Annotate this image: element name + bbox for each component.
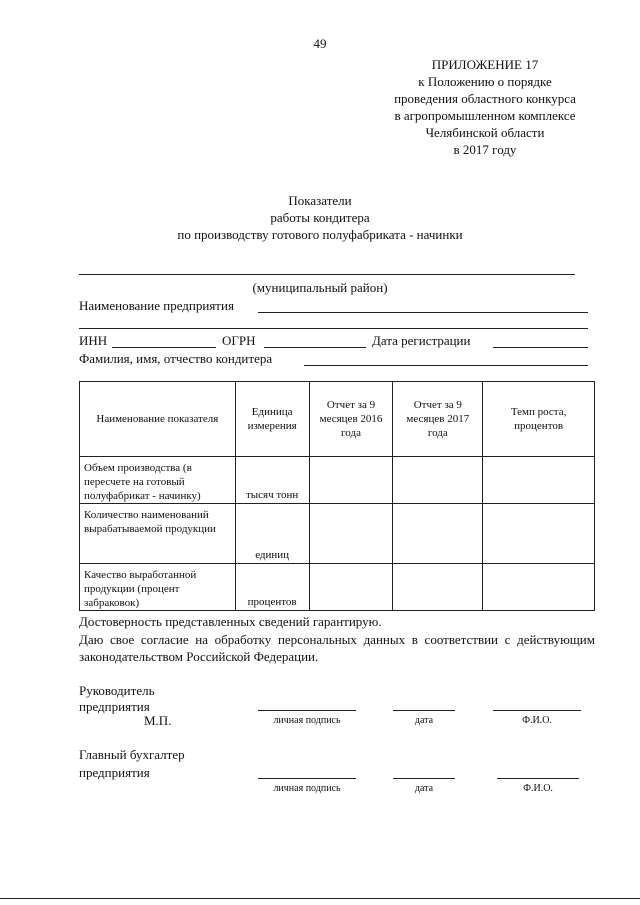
page-bottom-edge: [0, 898, 640, 899]
ogrn-label: ОГРН: [222, 333, 256, 348]
inn-input-line[interactable]: [112, 347, 216, 348]
header-report-2017: Отчет за 9 месяцев 2017 года: [393, 382, 483, 457]
full-name-label: Фамилия, имя, отчество кондитера: [79, 351, 273, 366]
district-caption: (муниципальный район): [252, 280, 388, 295]
table-header-row: [80, 382, 595, 457]
page-number: 49: [313, 36, 327, 51]
head-name-line[interactable]: [493, 710, 581, 711]
row-unit: тысяч тонн: [235, 457, 309, 504]
appendix-line: проведения областного конкурса: [394, 91, 576, 106]
inn-label: ИНН: [79, 333, 108, 348]
form-title-line: Показатели: [288, 193, 352, 208]
appendix-header: [370, 56, 600, 158]
indicators-table: [79, 381, 595, 611]
row-unit: процентов: [235, 564, 309, 611]
ogrn-input-line[interactable]: [264, 347, 366, 348]
row-value-2017[interactable]: [393, 504, 483, 564]
table-row: [80, 457, 595, 504]
header-report-2016: Отчет за 9 месяцев 2016 года: [309, 382, 393, 457]
appendix-line: в агропромышленном комплексе: [394, 108, 576, 123]
accountant-name-line[interactable]: [497, 778, 579, 779]
consent-statement: Даю свое согласие на обработку персональных данных в соответствии с действующим законодательством Российской Федерации.: [79, 632, 595, 664]
accountant-signature-caption: личная подпись: [273, 783, 341, 794]
enterprise-name-input-line[interactable]: [258, 312, 588, 313]
appendix-line: Челябинской области: [425, 125, 545, 140]
head-signature-caption: личная подпись: [273, 715, 341, 726]
accountant-date-caption: дата: [414, 783, 434, 794]
district-input-line[interactable]: [79, 274, 575, 275]
reg-date-label: Дата регистрации: [372, 333, 471, 348]
header-growth-rate: Темп роста, процентов: [483, 382, 595, 457]
head-name-caption: Ф.И.О.: [522, 715, 552, 726]
form-title: [0, 192, 640, 243]
accountant-date-line[interactable]: [393, 778, 455, 779]
header-unit: Единица измерения: [235, 382, 309, 457]
enterprise-name-label: Наименование предприятия: [79, 298, 234, 313]
accountant-name-caption: Ф.И.О.: [523, 783, 553, 794]
accountant-title: Главный бухгалтер: [79, 747, 185, 762]
row-growth[interactable]: [483, 457, 595, 504]
form-title-line: по производству готового полуфабриката - начинки: [177, 227, 463, 242]
row-value-2017[interactable]: [393, 564, 483, 611]
head-date-caption: дата: [414, 715, 434, 726]
row-growth[interactable]: [483, 504, 595, 564]
table-row: [80, 504, 595, 564]
stamp-label: М.П.: [144, 713, 172, 728]
appendix-line: в 2017 году: [453, 142, 517, 157]
row-unit: единиц: [235, 504, 309, 564]
appendix-line: к Положению о порядке: [418, 74, 552, 89]
enterprise-name-input-line-2[interactable]: [79, 328, 588, 329]
full-name-input-line[interactable]: [304, 365, 588, 366]
row-growth[interactable]: [483, 564, 595, 611]
row-value-2016[interactable]: [309, 564, 393, 611]
guarantee-statement: Достоверность представленных сведений гарантирую.: [79, 614, 382, 629]
accountant-signature-line[interactable]: [258, 778, 356, 779]
head-signature-line[interactable]: [258, 710, 356, 711]
head-title-line2: предприятия: [79, 699, 150, 714]
row-value-2016[interactable]: [309, 504, 393, 564]
row-indicator-name: Количество наименований вырабатываемой продукции: [80, 504, 236, 564]
head-title: Руководитель: [79, 683, 155, 698]
head-date-line[interactable]: [393, 710, 455, 711]
row-indicator-name: Качество выработанной продукции (процент забраковок): [80, 564, 236, 611]
row-value-2017[interactable]: [393, 457, 483, 504]
row-value-2016[interactable]: [309, 457, 393, 504]
row-indicator-name: Объем производства (в пересчете на готовый полуфабрикат - начинку): [80, 457, 236, 504]
accountant-title-line2: предприятия: [79, 765, 150, 780]
table-row: [80, 564, 595, 611]
header-indicator-name: Наименование показателя: [80, 382, 236, 457]
reg-date-input-line[interactable]: [493, 347, 588, 348]
appendix-title: ПРИЛОЖЕНИЕ 17: [431, 57, 539, 72]
form-title-line: работы кондитера: [270, 210, 370, 225]
